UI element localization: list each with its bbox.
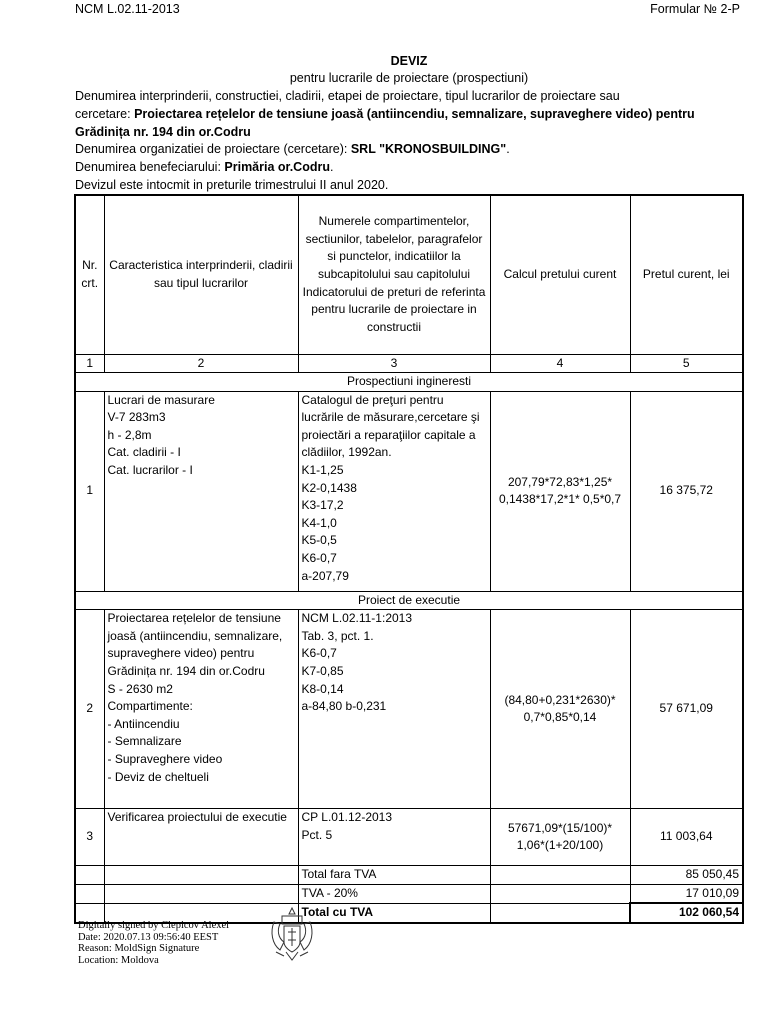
header-pret: Pretul curent, lei <box>630 195 743 354</box>
tva-value: 17 010,09 <box>630 884 743 903</box>
row1-pret: 16 375,72 <box>630 391 743 591</box>
estimate-table <box>74 194 744 924</box>
beneficiary-name: Primăria or.Codru <box>224 160 330 174</box>
beneficiary-label: Denumirea benefeciarului: <box>75 160 225 174</box>
row2-pret: 57 671,09 <box>630 610 743 809</box>
column-number-row <box>75 354 743 373</box>
intro-price-period: Devizul este intocmit in preturile trimestrului II anul 2020. <box>75 178 389 192</box>
total-row <box>75 884 743 903</box>
beneficiary-suffix: . <box>329 160 334 174</box>
intro-organization <box>75 140 745 158</box>
header-caracteristica: Caracteristica interprinderii, cladirii sau tipul lucrarilor <box>104 195 298 354</box>
total-fara-tva-label: Total fara TVA <box>298 866 490 885</box>
total-row <box>75 866 743 885</box>
total-cu-tva-value: 102 060,54 <box>630 903 743 923</box>
table-header-row <box>75 195 743 354</box>
intro-line-2 <box>75 105 745 123</box>
organization-name: SRL "KRONOSBUILDING" <box>350 142 507 156</box>
coat-of-arms-icon <box>268 902 316 966</box>
colnum-4: 4 <box>490 354 630 373</box>
tva-label: TVA - 20% <box>298 884 490 903</box>
signature-date: Date: 2020.07.13 09:56:40 EEST <box>78 931 219 943</box>
document-title: DEVIZ <box>390 54 428 68</box>
project-name-part1: Proiectarea rețelelor de tensiune joasă (antiincendiu, semnalizare, supraveghere video) pentru <box>134 107 695 121</box>
intro-line-1: Denumirea interprinderii, constructiei, cladirii, etapei de proiectare, tipul lucrarilor de proiectare sau <box>75 89 620 103</box>
colnum-3: 3 <box>298 354 490 373</box>
header-calcul: Calcul pretului curent <box>490 195 630 354</box>
row3-caracteristica: Verificarea proiectului de executie <box>104 809 298 866</box>
organization-suffix: . <box>506 142 510 156</box>
section-prospectiuni: Prospectiuni ingineresti <box>75 373 743 392</box>
intro-beneficiary <box>75 158 745 176</box>
row2-calcul: (84,80+0,231*2630)* 0,7*0,85*0,14 <box>490 610 630 809</box>
section-row <box>75 373 743 392</box>
row3-nr: 3 <box>75 809 104 866</box>
digital-signature <box>78 920 229 966</box>
document-subtitle: pentru lucrarile de proiectare (prospectiuni) <box>289 71 529 85</box>
row1-caracteristica: Lucrari de masurare V-7 283m3 h - 2,8m Cat. cladirii - I Cat. lucrarilor - I <box>104 391 298 591</box>
organization-label: Denumirea organizatiei de proiectare (cercetare): <box>75 142 351 156</box>
header-numere: Numerele compartimentelor, sectiunilor, tabelelor, paragrafelor si punctelor, indicatiilor la subcapitolului sau capitolului Indicatorului de preturi de referinta pentru lucrarile de proiectare in constructii <box>298 195 490 354</box>
table-row <box>75 809 743 866</box>
table-row <box>75 610 743 809</box>
total-cu-tva-label: Total cu TVA <box>298 903 490 923</box>
signature-location: Location: Moldova <box>78 954 159 966</box>
row1-nr: 1 <box>75 391 104 591</box>
row2-numere: NCM L.02.11-1:2013 Tab. 3, pct. 1. K6-0,7 K7-0,85 K8-0,14 a-84,80 b-0,231 <box>298 610 490 809</box>
colnum-2: 2 <box>104 354 298 373</box>
row3-numere: CP L.01.12-2013 Pct. 5 <box>298 809 490 866</box>
colnum-5: 5 <box>630 354 743 373</box>
header-nr: Nr. crt. <box>75 195 104 354</box>
form-number: Formular № 2-P <box>650 2 740 16</box>
intro-prefix: cercetare: <box>75 107 135 121</box>
row3-pret: 11 003,64 <box>630 809 743 866</box>
colnum-1: 1 <box>75 354 104 373</box>
project-name-part2: Grădinița nr. 194 din or.Codru <box>75 125 251 139</box>
row2-caracteristica: Proiectarea rețelelor de tensiune joasă (antiincendiu, semnalizare, supraveghere video) pentru Grădinița nr. 194 din or.Codru S - 2630 m2 Compartimente: - Antiincendiu - Semnalizare - Supraveghere video - Deviz de cheltueli <box>104 610 298 809</box>
section-proiect-executie: Proiect de executie <box>75 591 743 610</box>
row1-numere: Catalogul de preţuri pentru lucrările de măsurare,cercetare şi proiectări a reparaţiilor capitale a clădiilor, 1992an. K1-1,25 K2-0,1438 K3-17,2 K4-1,0 K5-0,5 K6-0,7 a-207,79 <box>298 391 490 591</box>
signature-signer: Digitally signed by Clepicov Alexei <box>78 920 230 931</box>
row1-calcul: 207,79*72,83*1,25* 0,1438*17,2*1* 0,5*0,7 <box>490 391 630 591</box>
table-row <box>75 391 743 591</box>
total-fara-tva-value: 85 050,45 <box>630 866 743 885</box>
row2-nr: 2 <box>75 610 104 809</box>
signature-reason: Reason: MoldSign Signature <box>78 943 200 954</box>
form-code: NCM L.02.11-2013 <box>75 2 180 16</box>
section-row <box>75 591 743 610</box>
row3-calcul: 57671,09*(15/100)* 1,06*(1+20/100) <box>490 809 630 866</box>
